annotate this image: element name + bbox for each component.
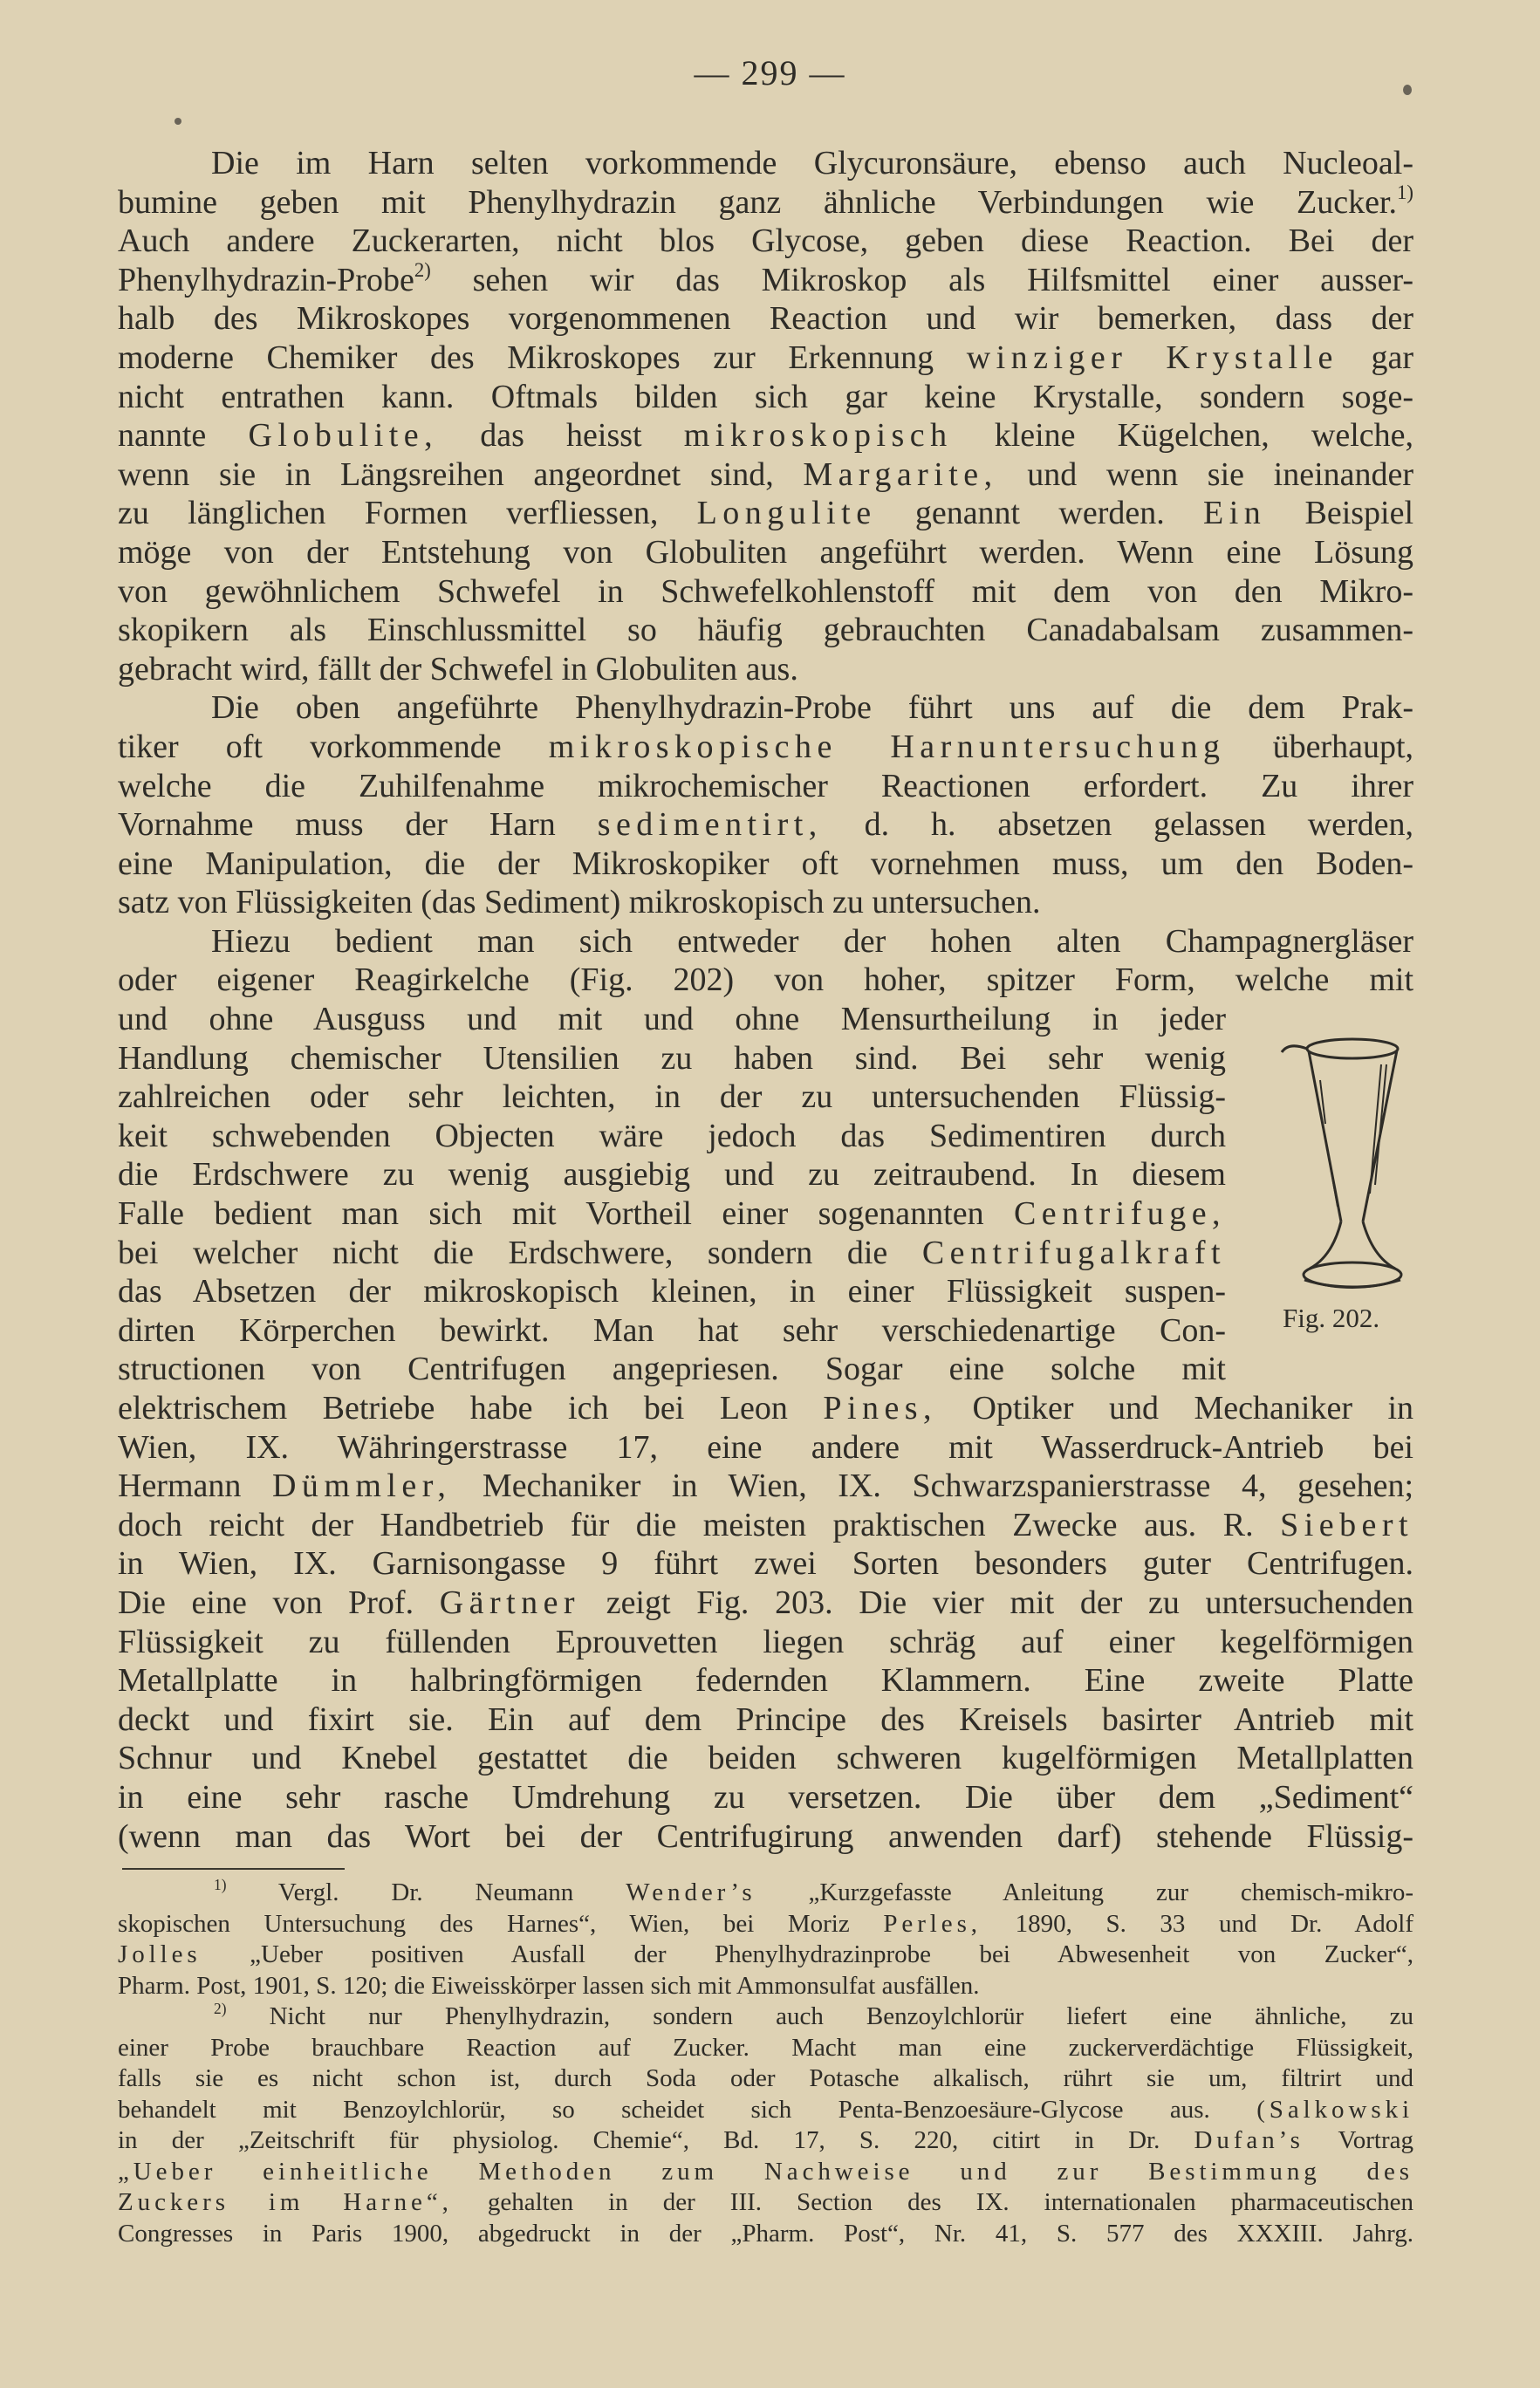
footnote-marker: 1)	[214, 1875, 227, 1893]
figure-caption: Fig. 202.	[1283, 1303, 1380, 1333]
text-line: eine Manipulation, die der Mikroskopiker oft vornehmen muss, um den Boden-	[118, 845, 1413, 882]
footnote-1	[118, 1875, 1414, 2001]
footnote-line: skopischen Untersuchung des Harnes“, Wien, bei Moriz Perles, 1890, S. 33 und Dr. Adolf	[118, 1909, 1414, 1938]
text-line: doch reicht der Handbetrieb für die meisten praktischen Zwecke aus. R. Siebert	[118, 1506, 1413, 1543]
text-line: dirten Körperchen bewirkt. Man hat sehr verschiedenartige Con-	[118, 1311, 1226, 1349]
text-line: möge von der Entstehung von Globuliten angeführt werden. Wenn eine Lösung	[118, 533, 1413, 571]
footnote-line: Jolles „Ueber positiven Ausfall der Phenylhydrazinprobe bei Abwesenheit von Zucker“,	[118, 1940, 1413, 1968]
text-line: nicht entrathen kann. Oftmals bilden sich gar keine Krystalle, sondern soge-	[118, 378, 1413, 415]
text-line: wenn sie in Längsreihen angeordnet sind, Margarite, und wenn sie ineinander	[118, 455, 1414, 493]
ink-spot	[1403, 85, 1412, 95]
text-line: Auch andere Zuckerarten, nicht blos Glycose, geben diese Reaction. Bei der	[118, 222, 1413, 260]
text-line: zahlreichen oder sehr leichten, in der zu untersuchenden Flüssig-	[118, 1078, 1226, 1116]
text-line: Die im Harn selten vorkommende Glycuronsäure, ebenso auch Nucleoal-	[211, 145, 1413, 181]
ink-spot	[175, 118, 181, 125]
text-line: Phenylhydrazin-Probe$^{2)}$ sehen wir das Mikroskop als Hilfsmittel einer ausser-	[118, 258, 1414, 298]
footnote-divider	[122, 1868, 345, 1870]
paragraph-2	[118, 688, 1413, 922]
reagent-glass-drawing	[1270, 1028, 1422, 1307]
text-line: Vornahme muss der Harn sedimentirt, d. h. absetzen gelassen werden,	[118, 806, 1414, 844]
footnote-line: $^{2)}$ Nicht nur Phenylhydrazin, sondern auch Benzoylchlorür liefert eine ähnliche, zu	[214, 1999, 1413, 2030]
text-line: Schnur und Knebel gestattet die beiden schweren kugelförmigen Metallplatten	[118, 1740, 1413, 1777]
text-line: Hermann Dümmler, Mechaniker in Wien, IX. Schwarzspanierstrasse 4, gesehen;	[118, 1468, 1414, 1505]
page-number: — 299 —	[694, 53, 846, 92]
text-line: Wien, IX. Währingerstrasse 17, eine andere mit Wasserdruck-Antrieb bei	[118, 1428, 1413, 1466]
text-line: Die oben angeführte Phenylhydrazin-Probe führt uns auf die dem Prak-	[211, 689, 1413, 727]
text-line: die Erdschwere zu wenig ausgiebig und zu zeitraubend. In diesem	[118, 1156, 1226, 1194]
text-line: deckt und fixirt sie. Ein auf dem Principe des Kreisels basirter Antrieb mit	[118, 1700, 1413, 1738]
footnote-marker: 2)	[214, 1999, 227, 2017]
text-line: zu länglichen Formen verfliessen, Longulite genannt werden. Ein Beispiel	[118, 495, 1414, 532]
text-line: und ohne Ausguss und mit und ohne Mensurtheilung in jeder	[118, 1001, 1226, 1038]
text-line: oder eigener Reagirkelche (Fig. 202) von hoher, spitzer Form, welche mit	[118, 961, 1413, 999]
text-line: Hiezu bedient man sich entweder der hohen alten Champagnergläser	[211, 922, 1413, 960]
footnotes	[118, 1875, 1414, 2249]
footnote-ref: 2)	[414, 258, 431, 281]
paragraph-3	[118, 922, 1413, 1856]
footnote-line: Congresses in Paris 1900, abgedruckt in der „Pharm. Post“, Nr. 41, S. 577 des XXXIII. Jahrg.	[118, 2219, 1413, 2248]
footnote-line: einer Probe brauchbare Reaction auf Zucker. Macht man eine zuckerverdächtige Flüssigkeit,	[118, 2033, 1413, 2062]
text-line: welche die Zuhilfenahme mikrochemischer Reactionen erfordert. Zu ihrer	[118, 767, 1413, 804]
text-line: gebracht wird, fällt der Schwefel in Globuliten aus.	[118, 650, 798, 688]
footnote-ref: 1)	[1397, 181, 1413, 203]
text-line: Handlung chemischer Utensilien zu haben sind. Bei sehr wenig	[118, 1039, 1226, 1077]
text-line: Die eine von Prof. Gärtner zeigt Fig. 203. Die vier mit der zu untersuchenden	[118, 1584, 1414, 1621]
reagent-glass-illustration	[1270, 1028, 1422, 1342]
text-line: structionen von Centrifugen angepriesen. Sogar eine solche mit	[118, 1351, 1226, 1388]
text-line: keit schwebenden Objecten wäre jedoch das Sedimentiren durch	[118, 1117, 1226, 1154]
text-line: in Wien, IX. Garnisongasse 9 führt zwei Sorten besonders guter Centrifugen.	[118, 1545, 1413, 1583]
text-line: moderne Chemiker des Mikroskopes zur Erkennung winziger Krystalle gar	[118, 339, 1414, 376]
footnote-line: $^{1)}$ Vergl. Dr. Neumann Wender’s „Kurzgefasste Anleitung zur chemisch-mikro-	[214, 1875, 1414, 1906]
text-line: halb des Mikroskopes vorgenommenen Reaction und wir bemerken, dass der	[118, 300, 1413, 338]
text-line: nannte Globulite, das heisst mikroskopisch kleine Kügelchen, welche,	[118, 417, 1414, 455]
text-line: tiker oft vorkommende mikroskopische Harnuntersuchung überhaupt,	[118, 728, 1414, 765]
footnote-line: behandelt mit Benzoylchlorür, so scheidet sich Penta-Benzoesäure-Glycose aus. (Salkowski	[118, 2095, 1413, 2124]
footnote-line: in der „Zeitschrift für physiolog. Chemie“, Bd. 17, S. 220, citirt in Dr. Dufan’s Vortrag	[118, 2126, 1413, 2154]
text-line: Flüssigkeit zu füllenden Eprouvetten liegen schräg auf einer kegelförmigen	[118, 1623, 1413, 1660]
text-line: satz von Flüssigkeiten (das Sediment) mikroskopisch zu untersuchen.	[118, 884, 1041, 921]
text-line: bumine geben mit Phenylhydrazin ganz ähnliche Verbindungen wie Zucker.$^{1)}$	[118, 181, 1413, 221]
paragraph-1	[118, 144, 1413, 688]
text-line: das Absetzen der mikroskopisch kleinen, in einer Flüssigkeit suspen-	[118, 1273, 1226, 1310]
footnote-line: Zuckers im Harne“, gehalten in der III. Section des IX. internationalen pharmaceutischen	[118, 2188, 1413, 2216]
footnote-line: Pharm. Post, 1901, S. 120; die Eiweisskörper lassen sich mit Ammonsulfat ausfällen.	[118, 1971, 980, 2000]
footnote-2	[118, 2001, 1413, 2249]
text-line: Falle bedient man sich mit Vortheil einer sogenannten Centrifuge,	[118, 1195, 1227, 1233]
text-line: Metallplatte in halbringförmigen federnden Klammern. Eine zweite Platte	[118, 1662, 1413, 1700]
text-line: skopikern als Einschlussmittel so häufig gebrauchten Canadabalsam zusammen-	[118, 612, 1413, 649]
body-text	[118, 144, 1413, 1856]
footnote-line: „Ueber einheitliche Methoden zum Nachweise und zur Bestimmung des	[118, 2157, 1413, 2186]
text-line: elektrischem Betriebe habe ich bei Leon Pines, Optiker und Mechaniker in	[118, 1390, 1414, 1427]
text-line: (wenn man das Wort bei der Centrifugirung anwenden darf) stehende Flüssig-	[118, 1817, 1413, 1855]
text-line: von gewöhnlichem Schwefel in Schwefelkohlenstoff mit dem von den Mikro-	[118, 572, 1413, 610]
text-line: in eine sehr rasche Umdrehung zu versetzen. Die über dem „Sediment“	[118, 1778, 1413, 1816]
text-line: bei welcher nicht die Erdschwere, sondern die Centrifugalkraft	[118, 1234, 1227, 1271]
footnote-line: falls sie es nicht schon ist, durch Soda oder Potasche alkalisch, rührt sie um, filtrirt und	[118, 2064, 1413, 2092]
